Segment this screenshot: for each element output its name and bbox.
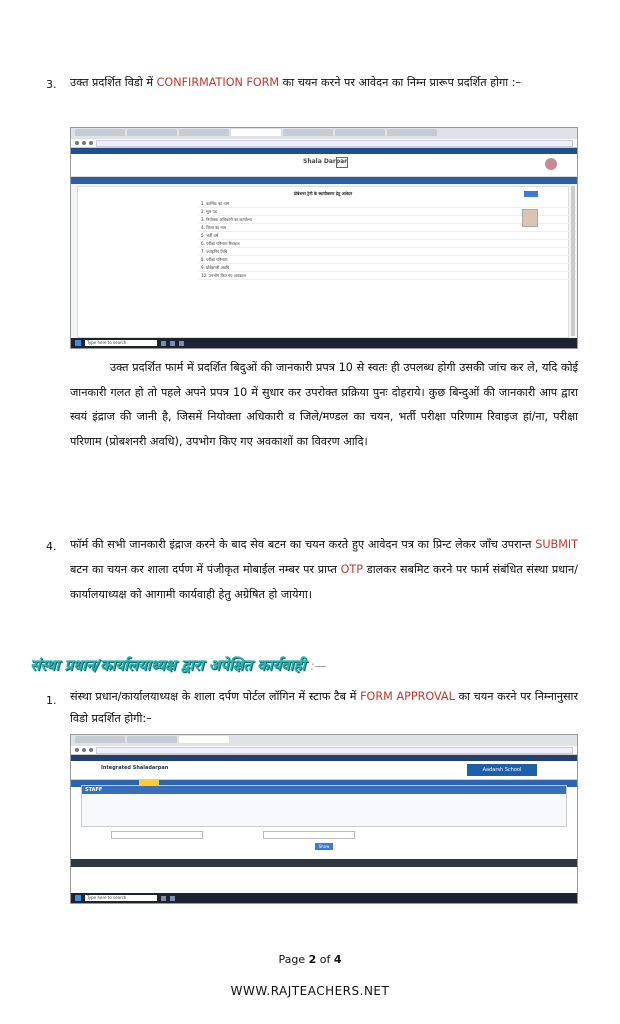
item-1-text-b: का चयन करने पर निम्नानुसार विडो प्रदर्शित होगी:– bbox=[70, 690, 579, 725]
staff-panel bbox=[81, 785, 567, 827]
browser-tab bbox=[179, 129, 229, 136]
taskbar-app-icon[interactable] bbox=[170, 341, 175, 346]
browser-tab bbox=[75, 736, 125, 743]
brand-name: Integrated Shaladarpan bbox=[101, 765, 169, 771]
url-field bbox=[96, 747, 573, 754]
form-row: 4. जिला का नाम bbox=[198, 224, 578, 232]
section-heading bbox=[30, 655, 327, 675]
form-row: 1. कार्मिक का नाम bbox=[198, 200, 578, 208]
logo-icon bbox=[336, 157, 348, 168]
explanation-paragraph: उक्त प्रदर्शित फार्म में प्रदर्शित बिदुओं की जानकारी प्रपत्र 10 से स्वतः ही उपलब्ध होगी उसकी जांच कर ले, यदि कोई जानकारी गलत हो तो पहले अपने प्रपत्र 10 में सुधार कर उपरोक्त प्रक्रिया पुनः दोहराये। कुछ बिन्दुओं की जानकारी आप द्वारा स्वयं इंद्राज की जानी है, जिसमें नियोक्ता अधिकारी व जिले/मण्डल का चयन, भर्ती परीक्षा परिणाम रिवाइज हां/ना, परीक्षा परिणाम (प्रोबशनरी अवधि), उपभोग किए गए अवकाशों का विवरण आदि। bbox=[70, 361, 578, 448]
item-number-4: 4. bbox=[46, 540, 57, 553]
item-1-text-a: संस्था प्रधान/कार्यालयाध्यक्ष के शाला दर्पण पोर्टल लॉगिन में स्टाफ टैब में bbox=[70, 690, 357, 703]
portal-heading: Shala Darpan bbox=[303, 158, 349, 165]
scrollbar[interactable] bbox=[571, 186, 575, 336]
item-1-paragraph bbox=[70, 686, 578, 730]
date-filter-row bbox=[111, 831, 531, 839]
form-row: 7. ज्वाइनिंग तिथि bbox=[198, 248, 578, 256]
screenshot-confirmation-form bbox=[70, 127, 578, 349]
otp-label: OTP bbox=[340, 563, 363, 576]
screenshot-staff-tab bbox=[70, 734, 578, 904]
browser-tab bbox=[127, 736, 177, 743]
school-badge: Aadarsh School bbox=[467, 764, 537, 776]
item-4-text-b: बटन का चयन कर शाला दर्पण में पंजीकृत मोबाईल नम्बर पर प्राप्त bbox=[70, 563, 337, 576]
item-4-paragraph bbox=[70, 532, 578, 607]
address-bar bbox=[71, 139, 577, 148]
form-approval-label: FORM APPROVAL bbox=[360, 690, 455, 703]
browser-tab bbox=[335, 129, 385, 136]
taskbar-search[interactable]: Type here to search bbox=[85, 340, 157, 346]
form-row: 2. मूल पद bbox=[198, 208, 578, 216]
browser-tab bbox=[283, 129, 333, 136]
confirmation-form-label: CONFIRMATION FORM bbox=[156, 76, 280, 89]
taskbar-app-icon[interactable] bbox=[161, 896, 166, 901]
item-4-text-a: फॉर्म की सभी जानकारी इंद्राज करने के बाद सेव बटन का चयन करते हुए आवेदन पत्र का प्रिन्ट लेकर जॉंच उपरान्त bbox=[70, 538, 532, 551]
form-row: 3. नियोक्ता अधिकारी का कार्यालय bbox=[198, 216, 578, 224]
back-icon bbox=[75, 748, 79, 752]
taskbar-app-icon[interactable] bbox=[161, 341, 166, 346]
item-3-text-a: उक्त प्रदर्शित विडो में bbox=[70, 76, 154, 89]
date-from-field[interactable] bbox=[111, 831, 203, 839]
form-row: 6. परीक्षा परिणाम रिवाइज bbox=[198, 240, 578, 248]
staff-section-title: STAFF bbox=[82, 786, 566, 794]
browser-tabs bbox=[71, 735, 577, 746]
save-button[interactable] bbox=[524, 191, 538, 197]
taskbar bbox=[71, 338, 577, 348]
browser-tab bbox=[387, 129, 437, 136]
section-heading-dash: :— bbox=[310, 659, 327, 673]
reload-icon bbox=[89, 748, 93, 752]
back-icon bbox=[75, 141, 79, 145]
browser-tab-active bbox=[179, 736, 229, 743]
item-number-3: 3. bbox=[46, 78, 57, 91]
form-row: 8. परीक्षा परिणाम bbox=[198, 256, 578, 264]
portal-header bbox=[71, 761, 577, 780]
taskbar-search[interactable]: Type here to search bbox=[85, 895, 157, 901]
website-footer: WWW.RAJTEACHERS.NET bbox=[230, 984, 390, 998]
form-title: प्रोबेशनर ट्रेनी के स्थायीकरण हेतु आवेदन bbox=[293, 191, 353, 196]
item-3-text-b: का चयन करने पर आवेदन का निम्न प्रारूप प्रदर्शित होगा :– bbox=[282, 76, 522, 89]
forward-icon bbox=[82, 748, 86, 752]
browser-tab bbox=[75, 129, 125, 136]
form-panel bbox=[77, 186, 569, 338]
item-4-text-c: डालकर सबमिट करने पर फार्म संबंधित संस्था प्रधान/कार्यालयाध्यक्ष को आगामी कार्यवाही हेतु अग्रेषित हो जायेगा। bbox=[70, 563, 578, 601]
address-bar bbox=[71, 746, 577, 755]
url-field bbox=[96, 140, 573, 147]
item-3-paragraph bbox=[70, 72, 578, 94]
profile-avatar bbox=[545, 158, 557, 170]
windows-start-icon[interactable] bbox=[75, 340, 81, 346]
form-row: 5. भर्ती वर्ष bbox=[198, 232, 578, 240]
date-to-field[interactable] bbox=[263, 831, 355, 839]
page-number: Page 2 of 4 bbox=[278, 953, 342, 966]
item-number-1: 1. bbox=[46, 694, 57, 707]
photo-placeholder bbox=[522, 209, 538, 227]
taskbar-app-icon[interactable] bbox=[179, 341, 184, 346]
reload-icon bbox=[89, 141, 93, 145]
form-rows bbox=[198, 200, 578, 280]
forward-icon bbox=[82, 141, 86, 145]
show-button[interactable]: Show bbox=[315, 843, 333, 850]
portal-nav bbox=[71, 177, 577, 184]
taskbar-app-icon[interactable] bbox=[170, 896, 175, 901]
portal-header bbox=[71, 154, 577, 177]
windows-start-icon[interactable] bbox=[75, 895, 81, 901]
section-heading-text: संस्था प्रधान/कार्यालयाध्यक्ष द्वारा अपेक्षित कार्यवाही bbox=[30, 656, 306, 674]
submit-label: SUBMIT bbox=[535, 538, 578, 551]
browser-tabs bbox=[71, 128, 577, 139]
browser-tab-active bbox=[231, 129, 281, 136]
taskbar bbox=[71, 893, 577, 903]
browser-tab bbox=[127, 129, 177, 136]
portal-footer bbox=[71, 859, 577, 867]
form-row: 10. उपभोग किए गए अवकाश bbox=[198, 272, 578, 280]
form-row: 9. प्रोबेशनरी अवधि bbox=[198, 264, 578, 272]
